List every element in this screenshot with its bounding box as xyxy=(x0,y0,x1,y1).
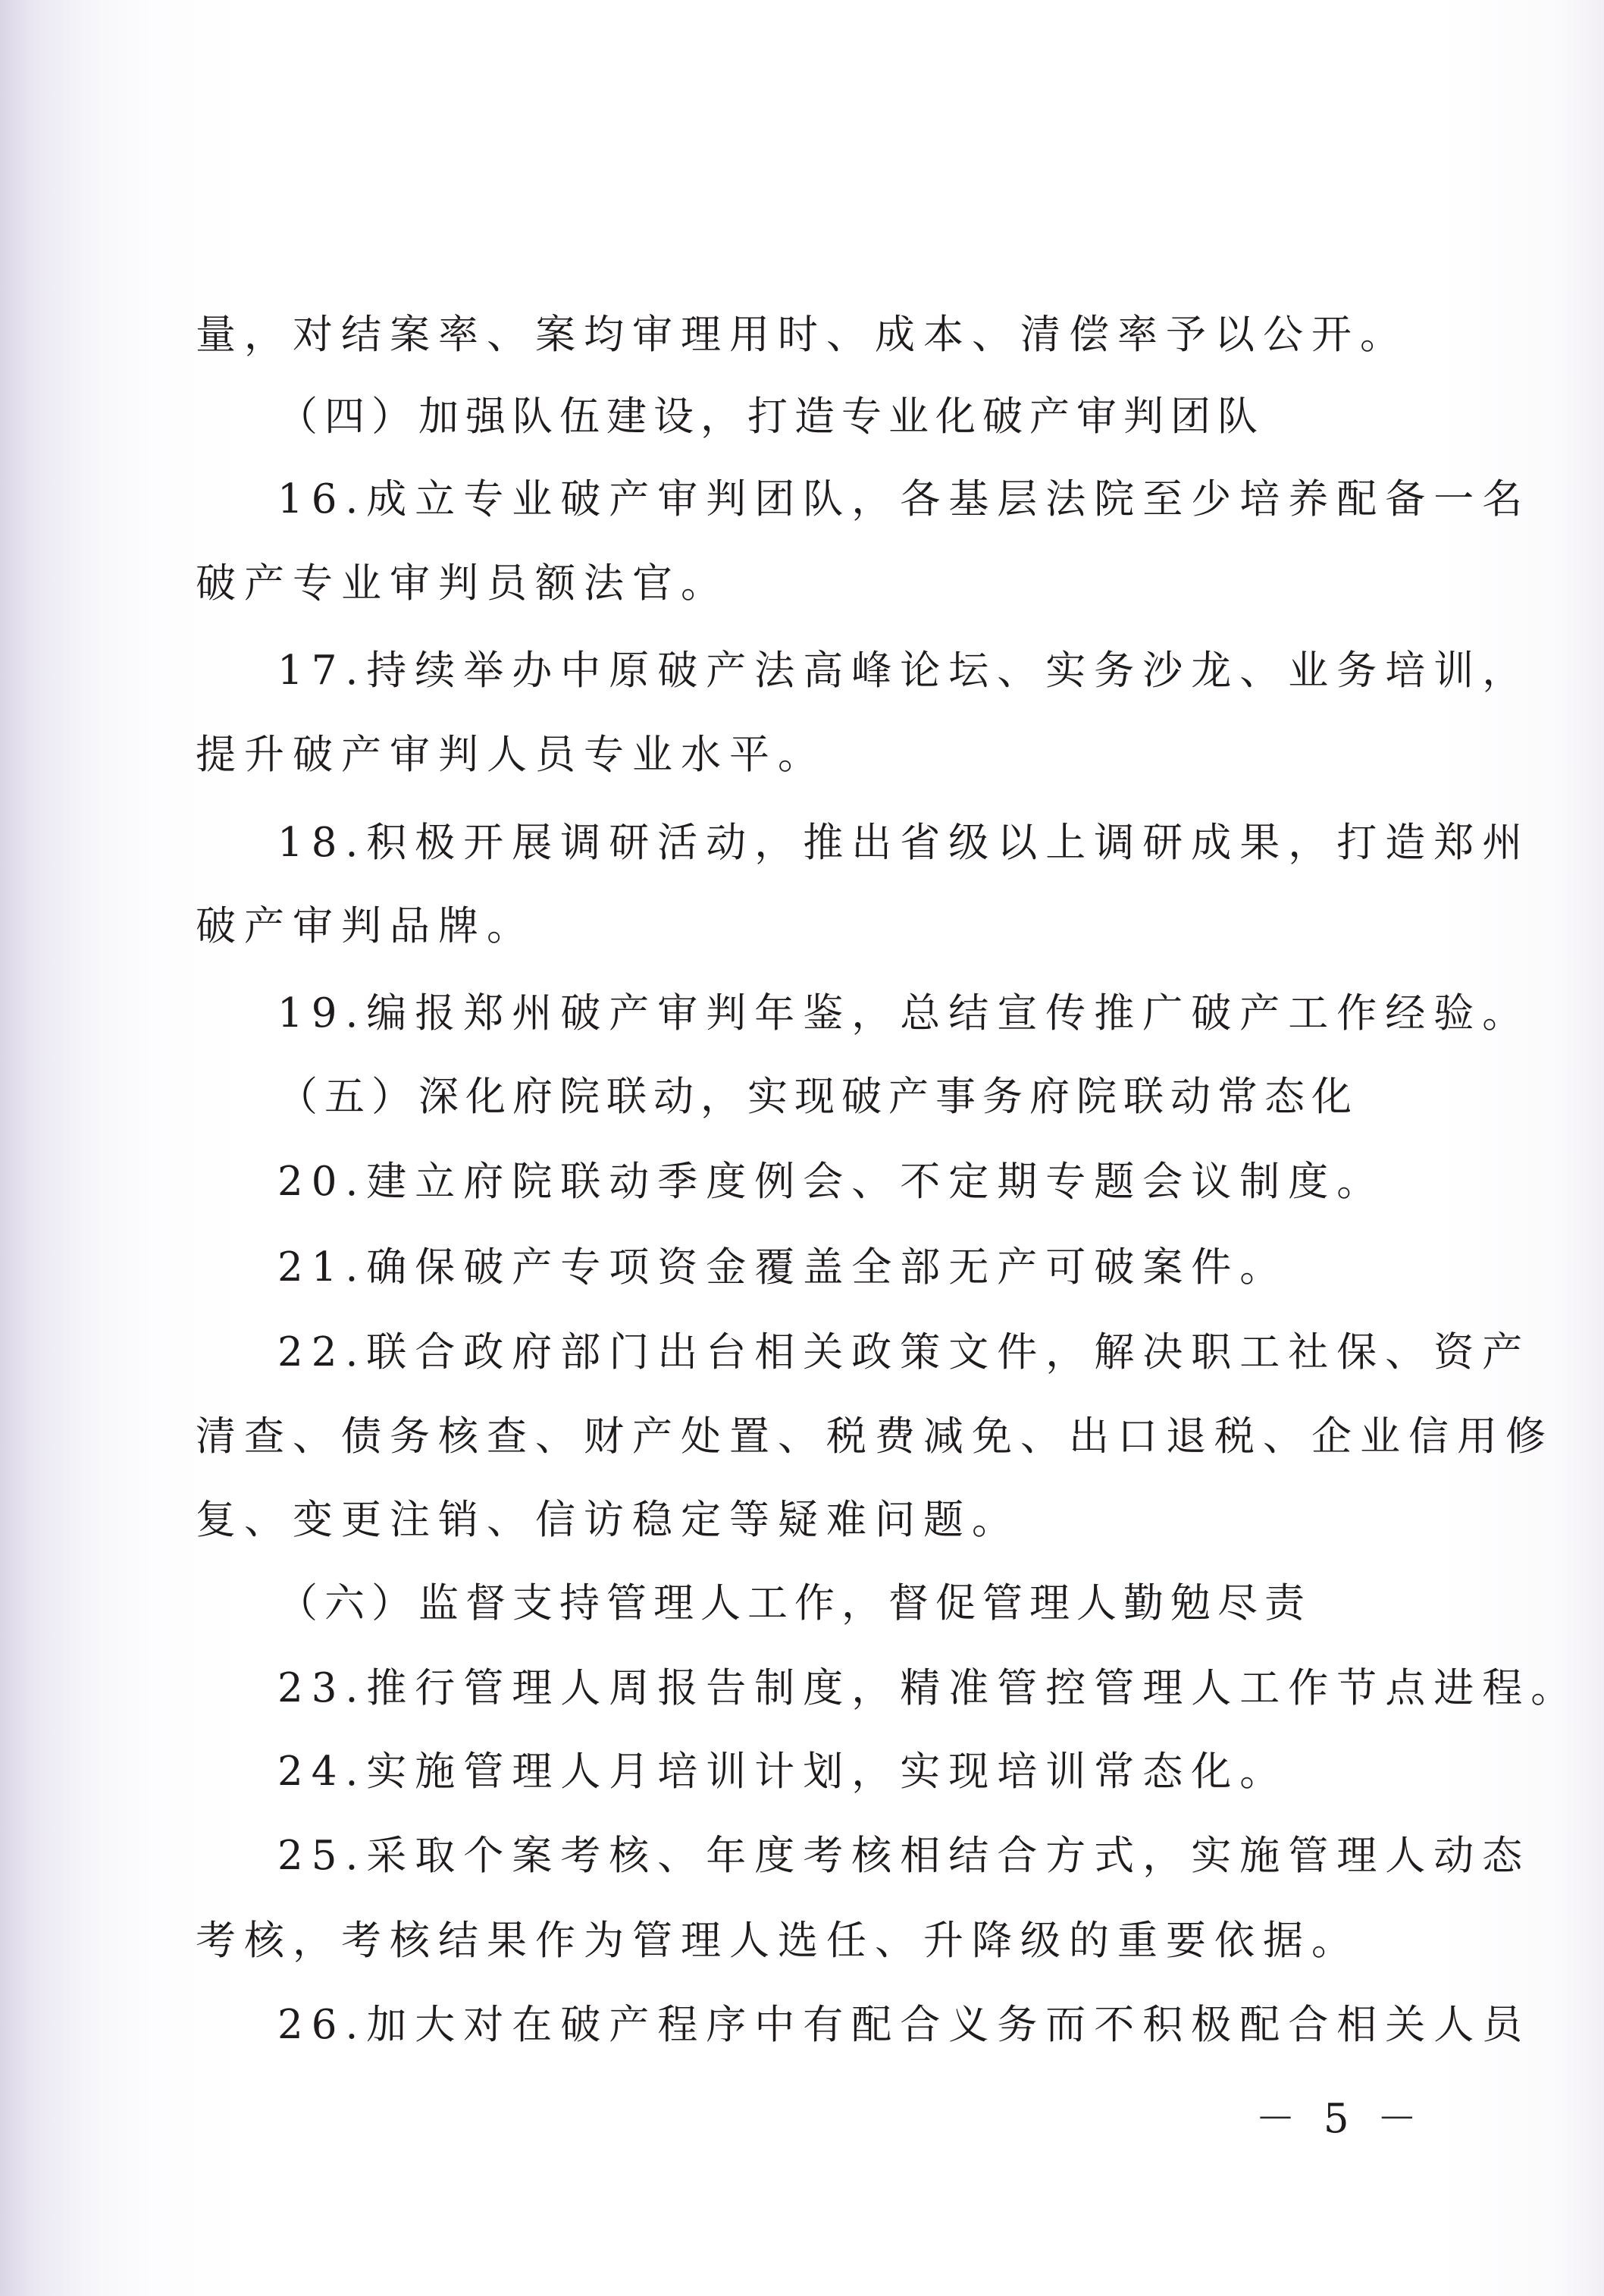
body-line: 复、变更注销、信访稳定等疑难问题。 xyxy=(196,1497,1020,1543)
section-heading: （四）加强队伍建设，打造专业化破产审判团队 xyxy=(277,394,1264,440)
body-line: 24.实施管理人月培训计划，实现培训常态化。 xyxy=(277,1749,1289,1795)
section-heading: （五）深化府院联动，实现破产事务府院联动常态化 xyxy=(277,1074,1358,1120)
body-line: 26.加大对在破产程序中有配合义务而不积极配合相关人员 xyxy=(277,2002,1531,2048)
body-line: 量，对结案率、案均审理用时、成本、清偿率予以公开。 xyxy=(196,312,1408,358)
body-line: 破产审判品牌。 xyxy=(196,903,535,949)
body-line: 19.编报郑州破产审判年鉴，总结宣传推广破产工作经验。 xyxy=(277,990,1531,1037)
body-line: 21.确保破产专项资金覆盖全部无产可破案件。 xyxy=(277,1244,1289,1291)
body-line: 破产专业审判员额法官。 xyxy=(196,560,729,607)
page-number: － 5 － xyxy=(1255,2096,1425,2142)
body-line: 20.建立府院联动季度例会、不定期专题会议制度。 xyxy=(277,1159,1386,1205)
body-line: 提升破产审判人员专业水平。 xyxy=(196,732,826,778)
body-line: 22.联合政府部门出台相关政策文件，解决职工社保、资产 xyxy=(277,1329,1531,1375)
body-line: 考核，考核结果作为管理人选任、升降级的重要依据。 xyxy=(196,1918,1360,1964)
body-line: 16.成立专业破产审判团队，各基层法院至少培养配备一名 xyxy=(277,476,1531,522)
body-line: 23.推行管理人周报告制度，精准管控管理人工作节点进程。 xyxy=(277,1665,1580,1711)
body-line: 25.采取个案考核、年度考核相结合方式，实施管理人动态 xyxy=(277,1833,1531,1879)
body-line: 18.积极开展调研活动，推出省级以上调研成果，打造郑州 xyxy=(277,820,1531,866)
body-line: 清查、债务核查、财产处置、税费减免、出口退税、企业信用修 xyxy=(196,1413,1554,1460)
section-heading: （六）监督支持管理人工作，督促管理人勤勉尽责 xyxy=(277,1580,1311,1626)
body-line: 17.持续举办中原破产法高峰论坛、实务沙龙、业务培训， xyxy=(277,648,1531,694)
